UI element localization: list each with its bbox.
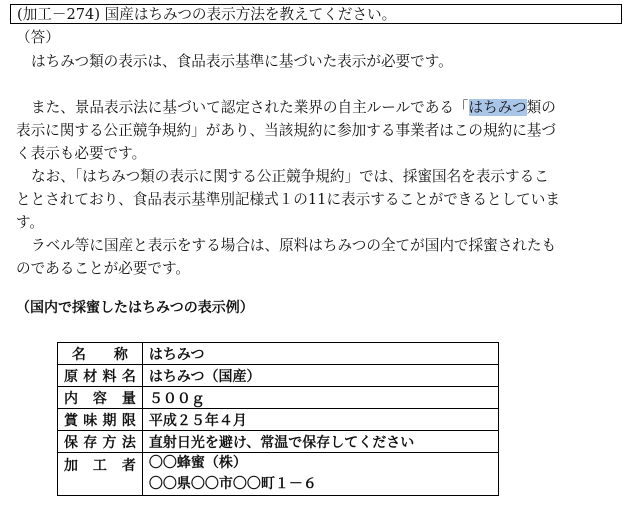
example-heading: （国内で採蜜したはちみつの表示例） <box>16 300 254 316</box>
paragraph-4-line-2: のであることが必要です。 <box>16 260 190 277</box>
table-row <box>58 343 499 365</box>
label-key-best-before: 賞味期限 <box>58 409 143 431</box>
label-value-ingredients: はちみつ（国産） <box>142 365 498 387</box>
question-box: (加工－274) 国産はちみつの表示方法を教えてください。 <box>10 4 622 24</box>
table-row <box>58 431 499 453</box>
paragraph-2-text-before: また、景品表示法に基づいて認定された業界の自主ルールである「 <box>31 99 469 116</box>
paragraph-3-line-2: ととされており、食品表示基準別記様式１の11に表示することができるとしていま <box>16 191 560 208</box>
paragraph-3-line-1: なお、「はちみつ類の表示に関する公正競争規約」では、採蜜国名を表示するこ <box>31 168 549 185</box>
answer-label: （答） <box>16 29 60 46</box>
table-row <box>58 409 499 431</box>
paragraph-2-text-after: 類の <box>526 99 556 116</box>
label-key-storage: 保存方法 <box>58 431 143 453</box>
label-key-processor: 加 工 者 <box>58 453 143 496</box>
text-selection-highlight[interactable]: はちみつ <box>468 99 527 116</box>
processor-company: 〇〇蜂蜜（株） <box>148 455 247 471</box>
paragraph-1: はちみつ類の表示は、食品表示基準に基づいた表示が必要です。 <box>31 53 453 70</box>
label-key-ingredients: 原材料名 <box>58 365 143 387</box>
label-key-name: 名 称 <box>58 343 143 365</box>
label-value-name: はちみつ <box>142 343 498 365</box>
label-value-processor <box>142 453 498 496</box>
food-label-table <box>57 342 499 496</box>
label-value-best-before: 平成２５年４月 <box>142 409 498 431</box>
label-value-storage: 直射日光を避け、常温で保存してください <box>142 431 498 453</box>
label-key-net-content: 内 容 量 <box>58 387 143 409</box>
table-row <box>58 387 499 409</box>
table-row <box>58 453 499 496</box>
paragraph-4-line-1: ラベル等に国産と表示をする場合は、原料はちみつの全てが国内で採蜜されたも <box>31 237 557 254</box>
table-row <box>58 365 499 387</box>
paragraph-2-line-2: 表示に関する公正競争規約」があり、当該規約に参加する事業者はこの規約に基づ <box>16 122 556 139</box>
paragraph-2-line-3: く表示も必要です。 <box>16 145 147 162</box>
paragraph-2-line-1 <box>16 96 637 119</box>
processor-address: 〇〇県〇〇市〇〇町１－６ <box>148 476 317 492</box>
label-value-net-content: ５００ｇ <box>142 387 498 409</box>
paragraph-3-line-3: す。 <box>16 214 45 231</box>
